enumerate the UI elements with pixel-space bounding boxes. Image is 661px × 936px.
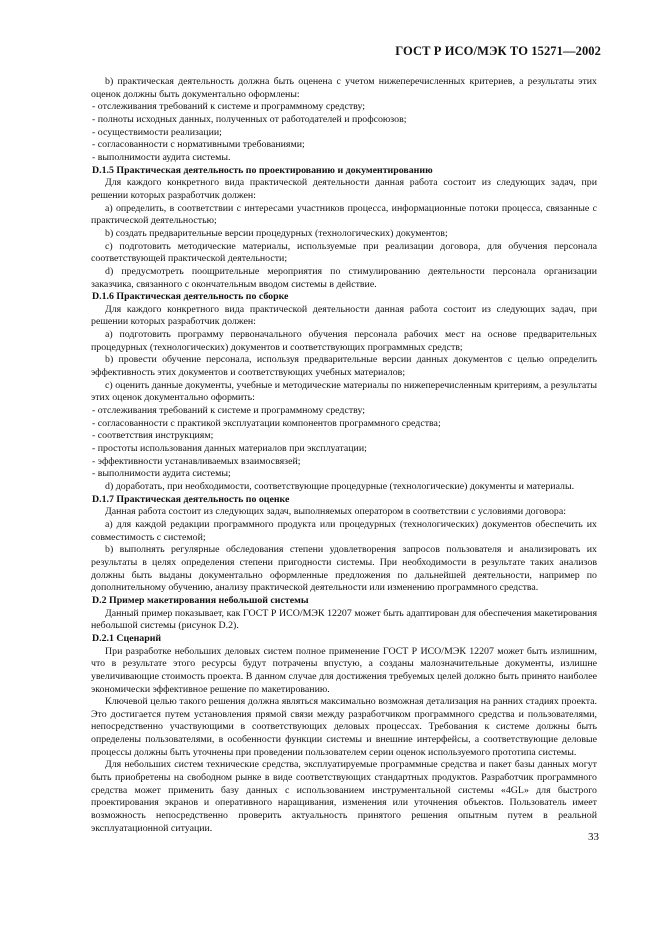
document-header: ГОСТ Р ИСО/МЭК ТО 15271—2002 — [395, 44, 601, 58]
section-heading: D.2 Пример макетирования небольшой системы — [92, 594, 309, 606]
list-item: - эффективности устанавливаемых взаимосвязей; — [92, 455, 301, 467]
paragraph: а) определить, в соответствии с интересами участников процесса, информационные потоки процесса, связанные с практической деятельностью; — [91, 202, 597, 227]
paragraph: Ключевой целью такого решения должна являться максимально возможная детализация на ранних стадиях проекта. Это достигается путем установления прямой связи между разработчиком программного средства и пользователями, непосредственно участвующими в соответствующих деловых процессах. Требования к системе должны быть определены пользователями, в особенности функции системы и внешние интерфейсы, а соответствующие деловые процессы должны быть уточнены при проведении пользователем серии оценок используемого прототипа системы. — [91, 696, 597, 758]
paragraph: d) доработать, при необходимости, соответствующие процедурные (технологические) документы и материалы. — [105, 481, 575, 492]
paragraph: Данный пример показывает, как ГОСТ Р ИСО/МЭК 12207 может быть адаптирован для обеспечения макетирования небольшой системы (рисунок D.2). — [91, 607, 597, 632]
paragraph: c) оценить данные документы, учебные и методические материалы по нижеперечисленным критериям, а результаты этих оценок документально оформить: — [91, 379, 597, 404]
list-item: - соответствия инструкциям; — [92, 430, 214, 442]
section-heading: D.1.6 Практическая деятельность по сборке — [92, 291, 289, 303]
paragraph: Данная работа состоит из следующих задач, выполняемых оператором в соответствии с условиями договора: — [105, 506, 566, 518]
list-item: - отслеживания требований к системе и программному средству; — [92, 405, 366, 417]
paragraph: а) подготовить программу первоначального обучения персонала рабочих мест на основе предварительных процедурных (технологических) документов и соответствующих программных средств; — [91, 329, 597, 353]
list-item: - простоты использования данных материалов при эксплуатации; — [92, 443, 367, 455]
list-item: - выполнимости аудита системы. — [92, 151, 231, 163]
list-item: - выполнимости аудита системы; — [92, 468, 231, 480]
paragraph: b) создать предварительные версии процедурных (технологических) документов; — [105, 227, 448, 239]
paragraph: b) провести обучение персонала, используя предварительные версии данных документов с целью определить эффективность этих документов и соответствующих учебных материалов; — [91, 354, 597, 379]
paragraph: b) практическая деятельность должна быть оценена с учетом нижеперечисленных критериев, а результаты этих оценок должны быть документально оформлены: — [91, 76, 597, 100]
paragraph: а) для каждой редакции программного продукта или процедурных (технологических) документов обеспечить их совместимость с системой; — [91, 518, 597, 543]
paragraph: При разработке небольших деловых систем полное применение ГОСТ Р ИСО/МЭК 12207 может быть излишним, что в результате этого ресурсы будут потрачены впустую, а созданы малозначительные документы, излишне увеличивающие стоимость проекта. В данном случае для достижения требуемых целей должно быть принято наиболее экономически эффективное решение по макетированию. — [91, 645, 597, 695]
section-heading: D.2.1 Сценарий — [92, 632, 162, 644]
section-heading: D.1.5 Практическая деятельность по проектированию и документированию — [92, 164, 433, 176]
paragraph: Для каждого конкретного вида практической деятельности данная работа состоит из следующих задач, при решении которых разработчик должен: — [91, 303, 597, 328]
list-item: - согласованности с практикой эксплуатации компонентов программного средства; — [92, 417, 441, 429]
list-item: - осуществимости реализации; — [92, 126, 222, 138]
list-item: - согласованности с нормативными требованиями; — [92, 139, 305, 151]
paragraph: Для каждого конкретного вида практической деятельности данная работа состоит из следующих задач, при решении которых разработчик должен: — [91, 177, 597, 201]
paragraph: Для небольших систем технические средства, эксплуатируемые программные средства и пакет базы данных могут быть приобретены на свободном рынке в виде соответствующих стандартных продуктов. Разработчик программного средства может применить базу данных с использованием инструментальной системы «4GL» для быстрого проектирования экранов и оперативного наращивания, изменения или уточнения объектов. Пользователь имеет возможность непосредственно проверить актуальность принятого решения опытным путем в реальной эксплуатационной ситуации. — [91, 759, 597, 834]
paragraph: c) подготовить методические материалы, используемые при реализации договора, для обучения персонала соответствующей практической деятельности; — [91, 240, 597, 265]
page-number: 33 — [588, 831, 599, 843]
paragraph: d) предусмотреть поощрительные мероприятия по стимулированию деятельности персонала организации заказчика, связанного с окончательным вводом системы в действие. — [91, 265, 597, 290]
section-heading: D.1.7 Практическая деятельность по оценке — [92, 493, 290, 505]
list-item: - полноты исходных данных, полученных от работодателей и профсоюзов; — [92, 113, 407, 125]
document-body — [91, 76, 597, 835]
list-item: - отслеживания требований к системе и программному средству; — [92, 101, 366, 113]
paragraph: b) выполнять регулярные обследования степени удовлетворения запросов пользователя и анализировать их результаты в целях определения степени пригодности системы. При необходимости в результате таких анализов должны быть выданы документально оформленные предложения по дальнейшей деятельности, например по дополнительному обучению, анализу практической деятельности или изменению программного средства. — [91, 544, 597, 594]
